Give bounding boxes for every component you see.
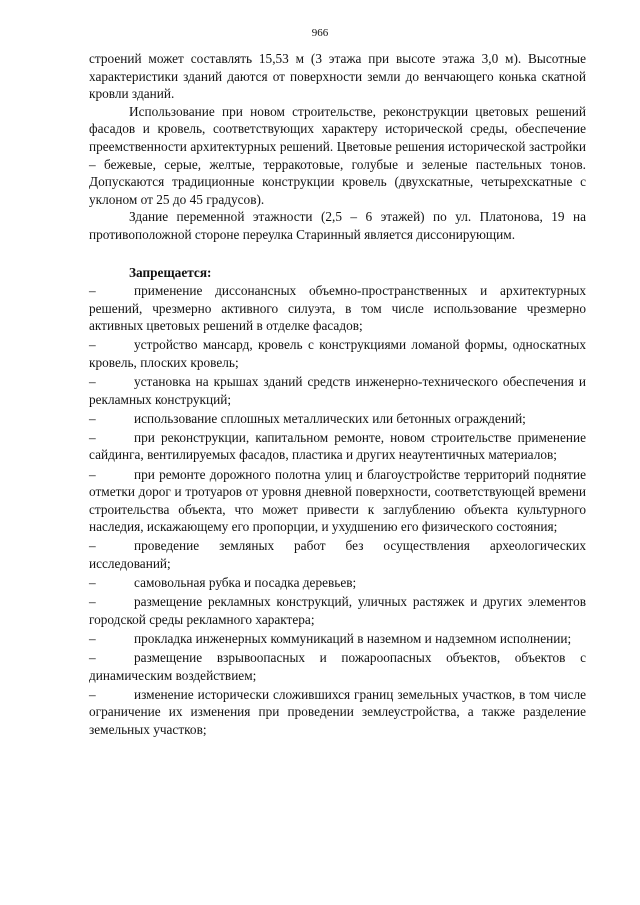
list-dash: – [89,630,96,646]
list-item-text: самовольная рубка и посадка деревьев; [134,575,357,591]
list-item [89,686,586,739]
list-item-text: использование сплошных металлических или бетонных ограждений; [134,410,526,426]
list-item [89,630,586,648]
list-item [89,593,586,628]
list-item [89,410,586,428]
list-item-text: изменение исторически сложившихся границ земельных участков, в том числе ограничение их изменения при проведении землеустройства, а также разделение земельных участков; [89,686,586,737]
list-item [89,373,586,408]
page-number: 966 [311,27,329,39]
list-item [89,336,586,371]
list-item-text: прокладка инженерных коммуникаций в наземном и надземном исполнении; [134,630,572,646]
prohibitions-list [89,282,586,738]
list-item-text: размещение взрывоопасных и пожароопасных объектов, объектов с динамическим воздействием; [89,650,586,683]
list-item [89,649,586,684]
list-dash: – [89,283,96,299]
intro-paragraph: строений может составлять 15,53 м (3 этажа при высоте этажа 3,0 м). Высотные характеристики зданий даются от поверхности земли до венчающего конька скатной кровли зданий. [89,51,586,102]
list-item-text: при ремонте дорожного полотна улиц и благоустройстве территорий поднятие отметки дорог и тротуаров от уровня дневной поверхности, соответствующей времени строительства объекта, что может привести к заглублению объекта культурного наследия, искажающему его пропорции, и ухудшению его физического состояния; [89,466,586,535]
list-item [89,282,586,335]
list-item [89,574,586,592]
list-item [89,537,586,572]
list-dash: – [89,538,96,554]
list-dash: – [89,686,96,702]
document-body [89,50,586,740]
list-dash: – [89,410,96,426]
list-dash: – [89,337,96,353]
list-item-text: применение диссонансных объемно-пространственных и архитектурных решений, чрезмерно активного силуэта, в том числе использование чрезмерно активных цветовых решений в отделке фасадов; [89,283,586,334]
list-dash: – [89,575,96,591]
intro-section [89,50,586,244]
list-dash: – [89,650,96,665]
list-item-text: устройство мансард, кровель с конструкциями ломаной формы, односкатных кровель, плоских кровель; [89,337,586,370]
list-dash: – [89,466,96,482]
list-item [89,429,586,464]
list-item-text: установка на крышах зданий средств инженерно-технического обеспечения и рекламных конструкций; [89,374,586,407]
list-item-text: при реконструкции, капитальном ремонте, новом строительстве применение сайдинга, вентилируемых фасадов, пластика и других неаутентичных материалов; [89,429,586,463]
list-item-text: проведение земляных работ без осуществления археологических исследований; [89,538,586,572]
list-dash: – [89,429,96,445]
section-gap [89,244,586,264]
intro-paragraph: Использование при новом строительстве, реконструкции цветовых решений фасадов и кровель, соответствующих характеру исторической среды, обеспечение преемственности архитектурных решений. Цветовые решения исторической застройки – бежевые, серые, желтые, терракотовые, голубые и зеленые пастельных тонов. Допускаются традиционные конструкции кровель (двухскатные, четырехскатные с уклоном от 25 до 45 градусов). [89,103,586,207]
list-item [89,466,586,536]
intro-paragraph: Здание переменной этажности (2,5 – 6 этажей) по ул. Платонова, 19 на противоположной стороне переулка Старинный является диссонирующим. [89,209,586,242]
list-dash: – [89,374,96,390]
list-dash: – [89,594,96,610]
list-item-text: размещение рекламных конструкций, уличных растяжек и других элементов городской среды рекламного характера; [89,594,586,627]
prohibitions-heading: Запрещается: [129,264,212,280]
